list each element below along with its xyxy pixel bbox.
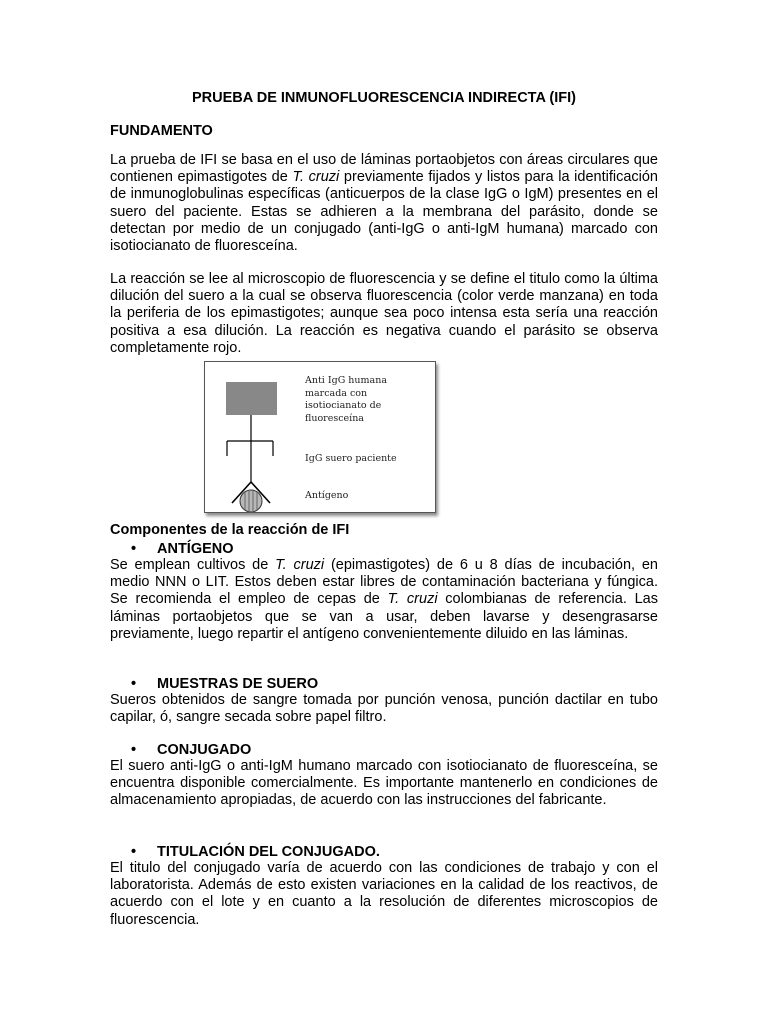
bullet-icon: • (131, 676, 137, 692)
label-conjugate: Anti IgG humana marcada con isotiocianato de fluoresceína (305, 375, 387, 424)
conjugado-heading-text: CONJUGADO (157, 742, 252, 758)
titulacion-paragraph: El titulo del conjugado varía de acuerdo con las condiciones de trabajo y con el laboratorista. Además de esto existen variaciones en la calidad de los reactivos, de acuerdo con el lote y en cuanto a la resolución de diferentes microscopios de fluorescencia. (110, 860, 658, 928)
label-antigen: Antígeno (305, 490, 349, 501)
conjugado-paragraph: El suero anti-IgG o anti-IgM humano marcado con isotiocianato de fluoresceína, se encuentra disponible comercialmente. Es importante mantenerlo en condiciones de almacenamiento apropiadas, de acuerdo con las instrucciones del fabricante. (110, 758, 658, 809)
antigeno-paragraph (110, 557, 658, 643)
para1-text-a: La prueba de IFI se basa en el uso de láminas portaobjetos con áreas circulares que contienen epimastigotes de (110, 152, 658, 186)
titulacion-heading (131, 843, 380, 861)
antigeno-text-a: Se emplean cultivos de (110, 557, 276, 573)
muestras-heading (131, 675, 318, 693)
muestras-heading-text: MUESTRAS DE SUERO (157, 676, 319, 692)
fundamento-heading: FUNDAMENTO (110, 123, 213, 139)
muestras-paragraph: Sueros obtenidos de sangre tomada por punción venosa, punción dactilar en tubo capilar, ó, sangre secada sobre papel filtro. (110, 692, 658, 726)
antigeno-heading (131, 540, 234, 558)
bullet-icon: • (131, 844, 137, 860)
ifi-diagram (204, 361, 436, 513)
antigeno-text-b: (epimastigotes) de 6 u 8 días de incubación, en medio NNN o LIT. Estos deben estar libres de contaminación bacteriana y fúngica. Se recomienda el empleo de cepas de (110, 557, 658, 608)
antigeno-text-c: colombianas de referencia. Las láminas portaobjetos que se van a usar, deben lavarse y desengrasarse previamente, luego repartir el antígeno convenientemente diluido en las láminas. (110, 591, 658, 642)
components-heading: Componentes de la reacción de IFI (110, 522, 350, 538)
fundamento-paragraph-1 (110, 152, 658, 255)
conjugado-heading (131, 741, 251, 759)
conjugate-block (226, 382, 277, 415)
document-title: PRUEBA DE INMUNOFLUORESCENCIA INDIRECTA (IFI) (192, 90, 576, 106)
antigeno-heading-text: ANTÍGENO (157, 541, 234, 557)
titulacion-heading-text: TITULACIÓN DEL CONJUGADO. (157, 844, 380, 860)
antigeno-species-1: T. cruzi (275, 557, 325, 573)
bullet-icon: • (131, 541, 137, 557)
bullet-icon: • (131, 742, 137, 758)
label-igg: IgG suero paciente (305, 453, 397, 464)
antigen-circle (240, 490, 262, 512)
para1-species: T. cruzi (292, 169, 340, 186)
antigeno-species-2: T. cruzi (387, 591, 438, 608)
fundamento-paragraph-2: La reacción se lee al microscopio de fluorescencia y se define el titulo como la última dilución del suero a la cual se observa fluorescencia (color verde manzana) en toda la periferia de los epimastigotes; aunque sea poco intensa esta sería una reacción positiva a esa dilución. La reacción es negativa cuando el parásito se observa completamente rojo. (110, 271, 658, 356)
para1-text-b: previamente fijados y listos para la identificación de inmunoglobulinas específicas (anticuerpos de la clase IgG o IgM) presentes en el suero del paciente. Estas se adhieren a la membrana del parásito, donde se detectan por medio de un conjugado (anti-IgG o anti-IgM humana) marcado con isotiocianato de fluoresceína. (110, 169, 658, 255)
